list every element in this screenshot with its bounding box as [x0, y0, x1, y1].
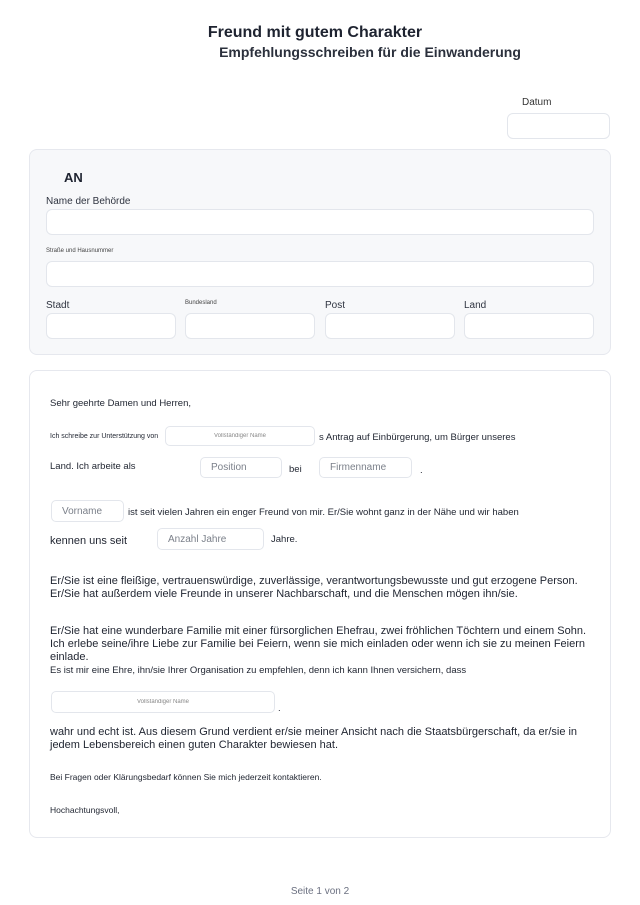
fullname-line-end: . — [278, 703, 281, 714]
post-input[interactable] — [325, 313, 455, 339]
recommended-fullname-input[interactable] — [51, 691, 275, 713]
work-line-prefix: Land. Ich arbeite als — [50, 461, 136, 472]
country-label: Land — [464, 300, 487, 311]
date-label: Datum — [522, 97, 552, 108]
years-line-suffix: Jahre. — [271, 534, 298, 545]
applicant-fullname-input[interactable] — [165, 426, 315, 446]
recipient-heading: AN — [64, 170, 83, 185]
city-input[interactable] — [46, 313, 176, 339]
position-input[interactable] — [200, 457, 282, 478]
support-line-prefix: Ich schreibe zur Unterstützung von — [50, 433, 159, 440]
work-line-end: . — [420, 465, 423, 476]
post-label: Post — [325, 300, 346, 311]
document-subtitle: Empfehlungsschreiben für die Einwanderung — [219, 44, 521, 60]
support-line-suffix: s Antrag auf Einbürgerung, um Bürger unseres — [319, 432, 516, 443]
honor-line: Es ist mir eine Ehre, ihn/sie Ihrer Organisation zu empfehlen, denn ich kann Ihnen versichern, dass — [50, 665, 467, 676]
company-name-input[interactable] — [319, 457, 412, 478]
salutation: Sehr geehrte Damen und Herren, — [50, 398, 191, 409]
country-input[interactable] — [464, 313, 594, 339]
document-title: Freund mit gutem Charakter — [207, 24, 423, 41]
years-line-prefix: kennen uns seit — [50, 535, 128, 547]
authority-name-label: Name der Behörde — [46, 196, 131, 207]
character-paragraph: Er/Sie ist eine fleißige, vertrauenswürdige, zuverlässige, verantwortungsbewusste und gut erzogene Person. Er/Sie hat außerdem viele Freunde in unserer Nachbarschaft, und die Menschen mögen ihn/sie. — [50, 575, 578, 600]
street-input[interactable] — [46, 261, 594, 287]
citizenship-paragraph: wahr und echt ist. Aus diesem Grund verdient er/sie meiner Ansicht nach die Staatsbürgerschaft, da er/sie in jedem Lebensbereich einen guten Charakter bewiesen hat. — [50, 726, 578, 751]
closing-line: Hochachtungsvoll, — [50, 805, 120, 815]
family-paragraph: Er/Sie hat eine wunderbare Familie mit einer fürsorglichen Ehefrau, zwei fröhlichen Töchtern und einem Sohn. Ich erlebe seine/ihre Liebe zur Familie bei Feiern, wenn sie mich einladen oder wenn ich sie zu meinen Feiern einlade. — [50, 625, 587, 663]
state-input[interactable] — [185, 313, 315, 339]
friend-firstname-input[interactable] — [51, 500, 124, 522]
date-input[interactable] — [507, 113, 610, 139]
work-line-bei: bei — [289, 464, 302, 475]
state-label: Bundesland — [185, 300, 217, 306]
city-label: Stadt — [46, 300, 70, 311]
years-input[interactable] — [157, 528, 264, 550]
street-label: Straße und Hausnummer — [46, 248, 114, 254]
friendship-line: ist seit vielen Jahren ein enger Freund von mir. Er/Sie wohnt ganz in der Nähe und wir haben — [128, 507, 519, 518]
contact-line: Bei Fragen oder Klärungsbedarf können Sie mich jederzeit kontaktieren. — [50, 772, 322, 782]
authority-name-input[interactable] — [46, 209, 594, 235]
page-indicator: Seite 1 von 2 — [290, 886, 350, 897]
